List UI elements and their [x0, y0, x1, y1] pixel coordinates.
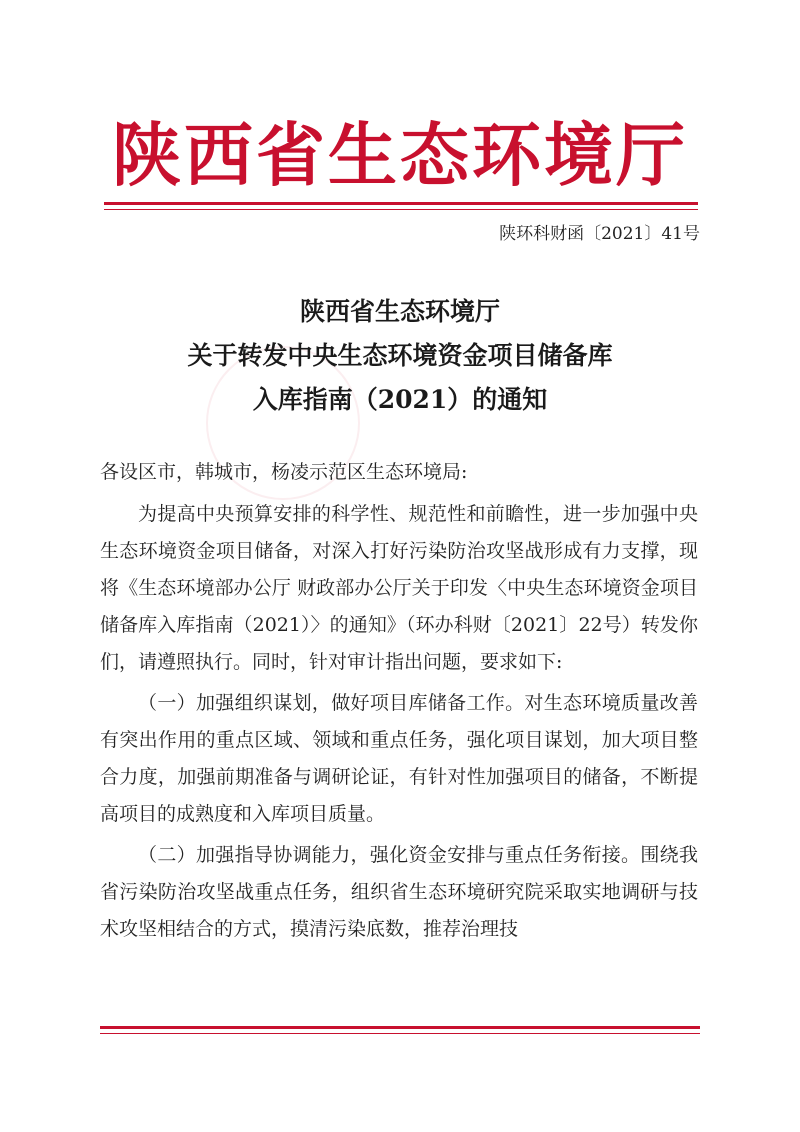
letterhead-red-rule	[104, 202, 698, 205]
document-number: 陕环科财函〔2021〕41号	[499, 224, 700, 244]
letterhead-agency-name: 陕西省生态环境厅	[112, 116, 688, 196]
title-line-3: 入库指南（2021）的通知	[252, 385, 548, 414]
paragraph-intro: 为提高中央预算安排的科学性、规范性和前瞻性，进一步加强中央生态环境资金项目储备，对深入打好污染防治攻坚战形成有力支撑，现将《生态环境部办公厅 财政部办公厅关于印发〈中央生态环境资金项目储备库入库指南（2021）〉的通知》（环办科财〔2021〕22号）转发你们，请遵照执行。同时，针对审计指出问题，要求如下:	[100, 503, 698, 673]
title-line-1: 陕西省生态环境厅	[299, 297, 500, 326]
title-line-2: 关于转发中央生态环境资金项目储备库	[187, 341, 613, 370]
paragraph-item-1: （一）加强组织谋划，做好项目库储备工作。对生态环境质量改善有突出作用的重点区域、领域和重点任务，强化项目谋划，加大项目整合力度，加强前期准备与调研论证，有针对性加强项目的储备，不断提高项目的成熟度和入库项目质量。	[100, 692, 698, 825]
document-title	[100, 290, 700, 422]
body-text	[100, 496, 698, 952]
footer-red-rule	[100, 1026, 700, 1029]
paragraph-item-2: （二）加强指导协调能力，强化资金安排与重点任务衔接。围绕我省污染防治攻坚战重点任务，组织省生态环境研究院采取实地调研与技术攻坚相结合的方式，摸清污染底数，推荐治理技	[100, 844, 698, 940]
salutation: 各设区市，韩城市，杨凌示范区生态环境局:	[100, 461, 468, 483]
